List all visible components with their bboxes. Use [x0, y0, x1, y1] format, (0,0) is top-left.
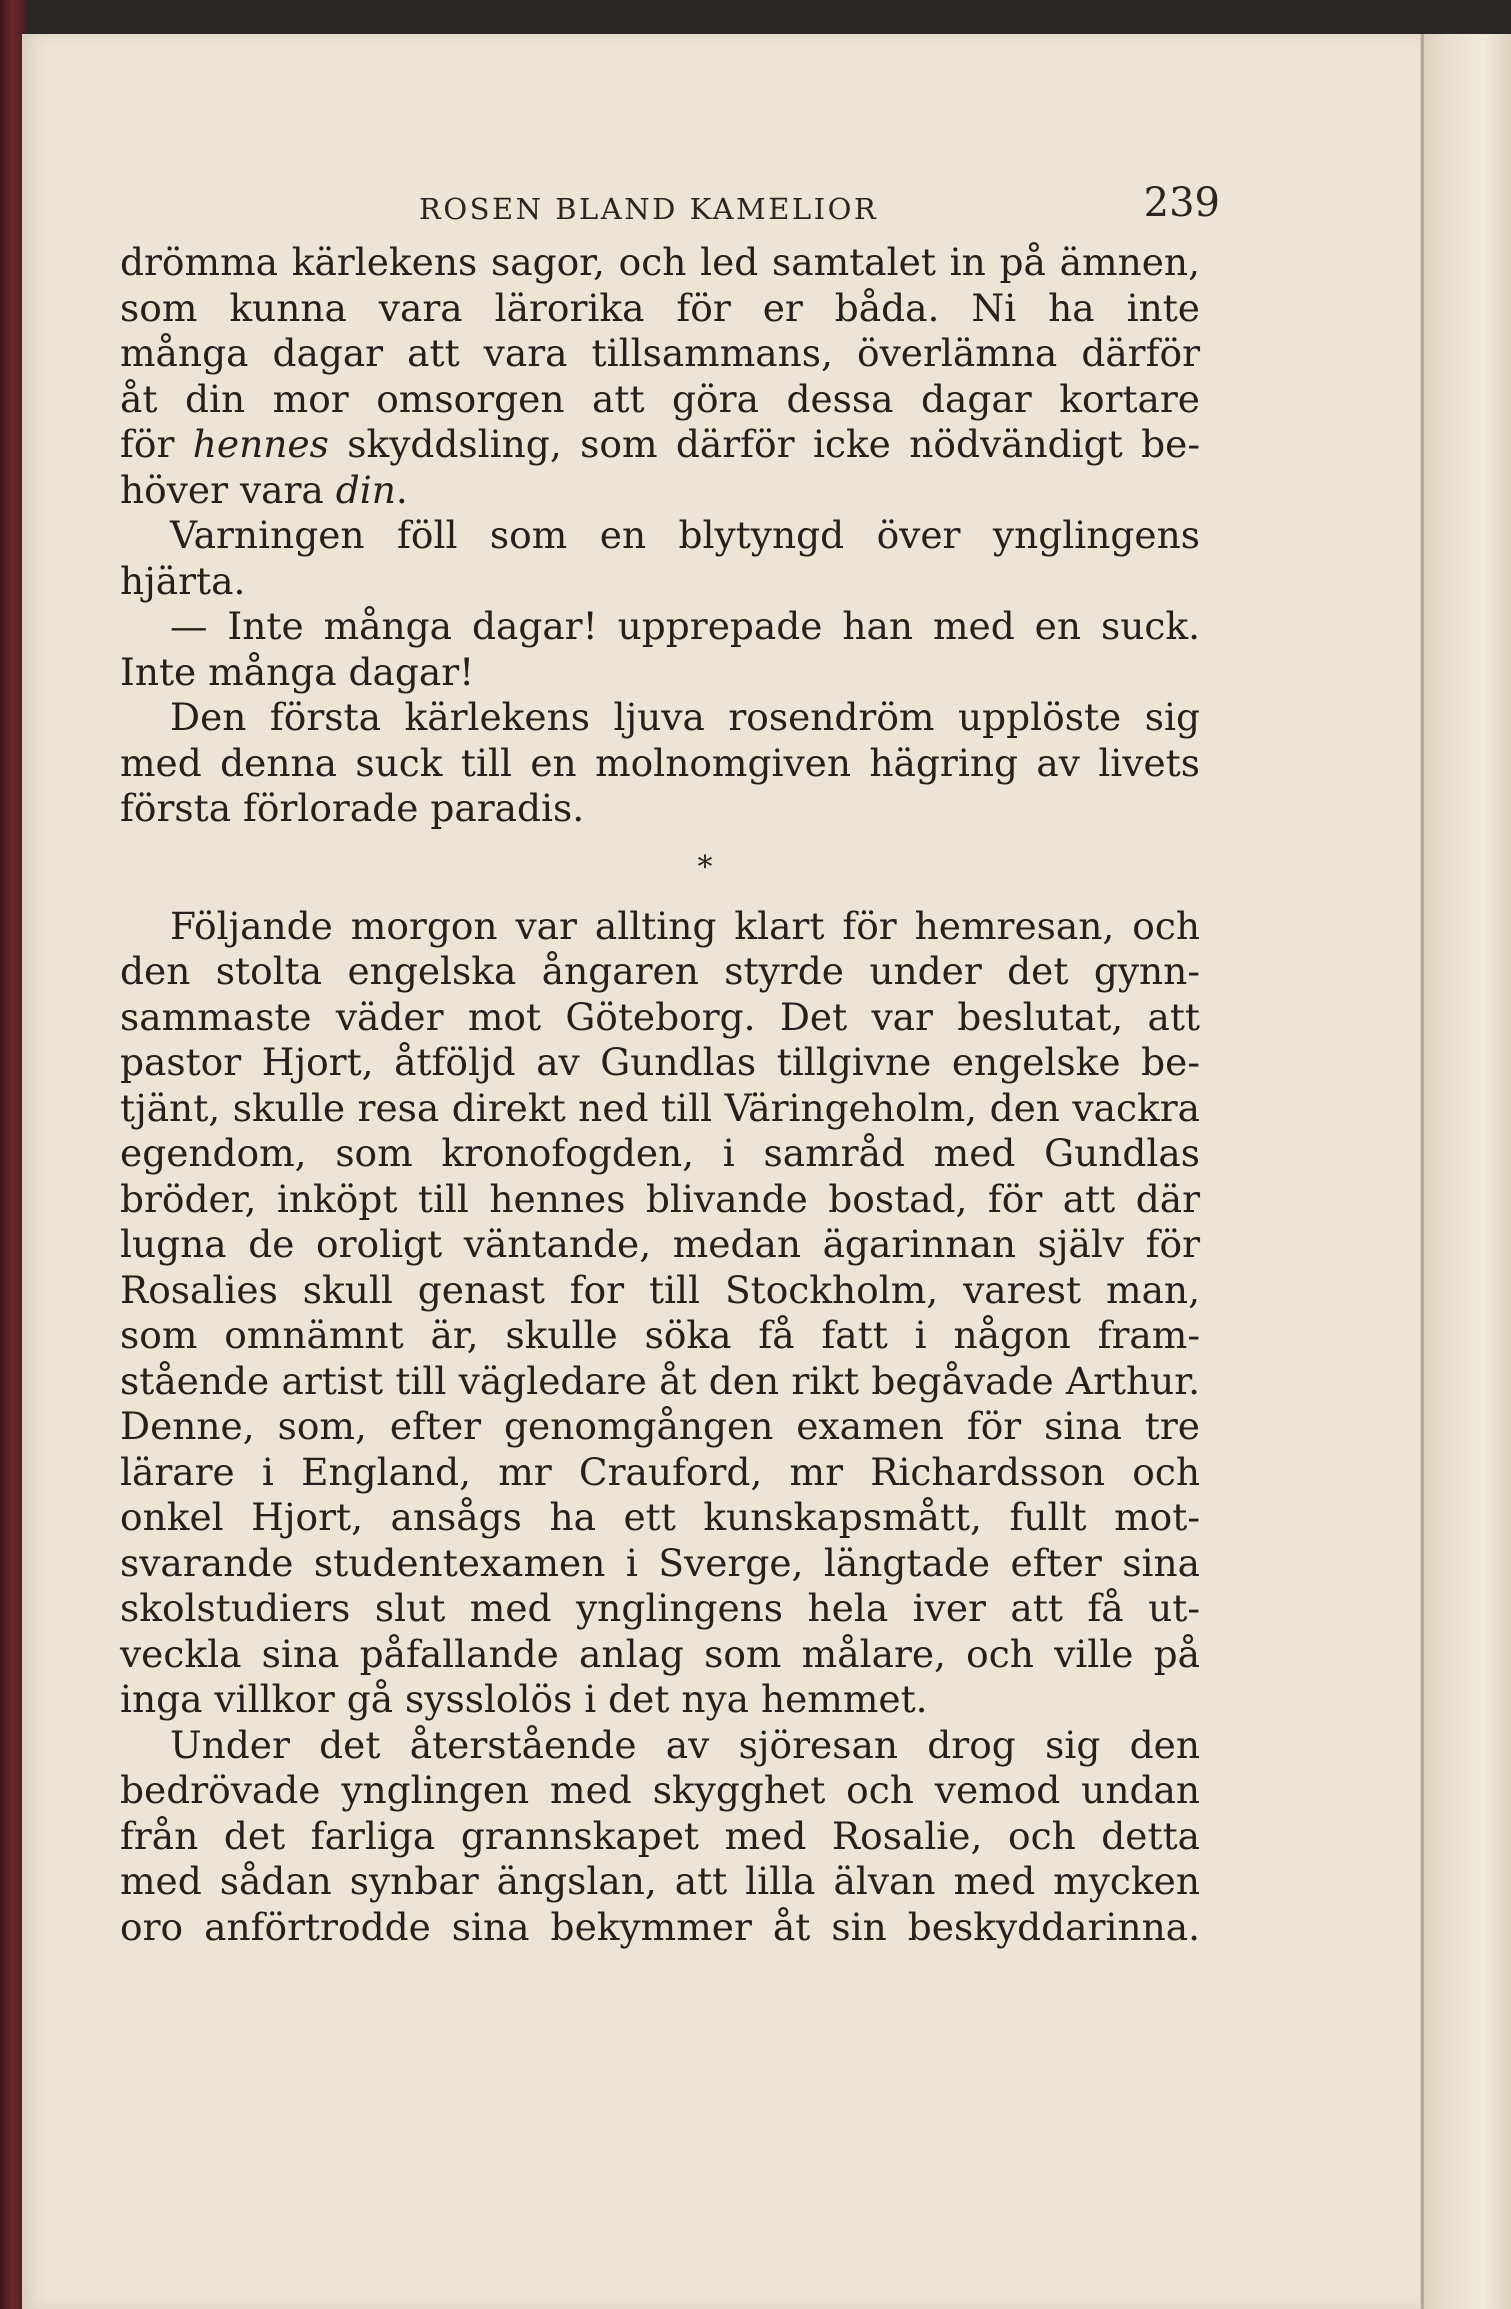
paragraph-6 — [120, 1723, 1200, 1951]
page-stack-edge — [1420, 34, 1511, 2309]
text-line: inga villkor gå sysslolös i det nya hemmet. — [120, 1677, 928, 1721]
page-header — [135, 180, 1220, 230]
emphasis-text: din — [335, 467, 396, 512]
text-line: Rosalies skull genast for till Stockholm, varest man, — [120, 1267, 1200, 1312]
page-edge-line — [1421, 34, 1424, 2309]
text-line: första förlorade paradis. — [120, 786, 585, 830]
text-line: hjärta. — [120, 558, 246, 603]
body-text — [120, 240, 1200, 1950]
text-line: lärare i England, mr Crauford, mr Richardsson och — [120, 1449, 1200, 1494]
text-line: pastor Hjort, åtföljd av Gundlas tillgivne engelske be- — [120, 1040, 1200, 1084]
emphasis-text: hennes — [192, 422, 329, 466]
paragraph-3 — [120, 604, 1200, 695]
text-line: med denna suck till en molnomgiven hägring av livets — [120, 740, 1200, 785]
text-line — [120, 468, 1200, 514]
text-line: Följande morgon var allting klart för hemresan, och — [170, 903, 1200, 948]
text-line — [120, 422, 1200, 468]
text-line: åt din mor omsorgen att göra dessa dagar kortare — [120, 376, 1200, 421]
text-line: Inte många dagar! — [120, 649, 475, 694]
running-title: ROSEN BLAND KAMELIOR — [419, 192, 879, 226]
text-line: många dagar att vara tillsammans, överlämna därför — [120, 331, 1200, 375]
paragraph-5 — [120, 904, 1200, 1723]
text-line: skolstudiers slut med ynglingens hela iver att få ut- — [120, 1586, 1200, 1630]
section-break-asterism: * — [697, 849, 713, 885]
text-line: tjänt, skulle resa direkt ned till Väringeholm, den vackra — [120, 1085, 1200, 1130]
text-run: för — [120, 422, 193, 466]
text-line: med sådan synbar ängslan, att lilla älvan med mycken — [120, 1859, 1200, 1903]
paragraph-2 — [120, 513, 1200, 604]
text-line: som omnämnt är, skulle söka få fatt i någon fram- — [120, 1313, 1200, 1357]
text-line: stående artist till vägledare åt den rikt begåvade Arthur. — [120, 1358, 1200, 1403]
text-line: Under det återstående av sjöresan drog sig den — [170, 1722, 1200, 1767]
text-line: svarande studentexamen i Sverge, längtade efter sina — [120, 1540, 1200, 1585]
text-line: lugna de oroligt väntande, medan ägarinnan själv för — [120, 1222, 1200, 1266]
text-line: — Inte många dagar! upprepade han med en suck. — [170, 604, 1200, 648]
text-line: Den första kärlekens ljuva rosendröm upplöste sig — [170, 695, 1200, 739]
text-line: som kunna vara lärorika för er båda. Ni ha inte — [120, 285, 1200, 330]
text-line: onkel Hjort, ansågs ha ett kunskapsmått, fullt mot- — [120, 1495, 1200, 1539]
paragraph-4 — [120, 695, 1200, 832]
paragraph-1 — [120, 240, 1200, 513]
text-line: sammaste väder mot Göteborg. Det var beslutat, att — [120, 994, 1200, 1039]
text-line: drömma kärlekens sagor, och led samtalet in på ämnen, — [120, 240, 1200, 284]
text-line: bedrövade ynglingen med skygghet och vemod undan — [120, 1768, 1200, 1812]
text-line: Varningen föll som en blytyngd över ynglingens — [170, 513, 1200, 557]
text-line: bröder, inköpt till hennes blivande bostad, för att där — [120, 1176, 1200, 1221]
text-line: veckla sina påfallande anlag som målare, och ville på — [120, 1631, 1200, 1676]
text-run: . — [395, 467, 408, 512]
text-line: den stolta engelska ångaren styrde under det gynn- — [120, 949, 1200, 993]
text-run: skyddsling, som därför icke nödvändigt be- — [328, 422, 1200, 466]
page-number: 239 — [1143, 180, 1220, 226]
text-line: egendom, som kronofogden, i samråd med Gundlas — [120, 1131, 1200, 1175]
text-line: från det farliga grannskapet med Rosalie, och detta — [120, 1813, 1200, 1858]
text-line: oro anförtrodde sina bekymmer åt sin beskyddarinna. — [120, 1904, 1200, 1949]
text-line: Denne, som, efter genomgången examen för sina tre — [120, 1404, 1200, 1448]
text-run: höver vara — [120, 467, 336, 512]
